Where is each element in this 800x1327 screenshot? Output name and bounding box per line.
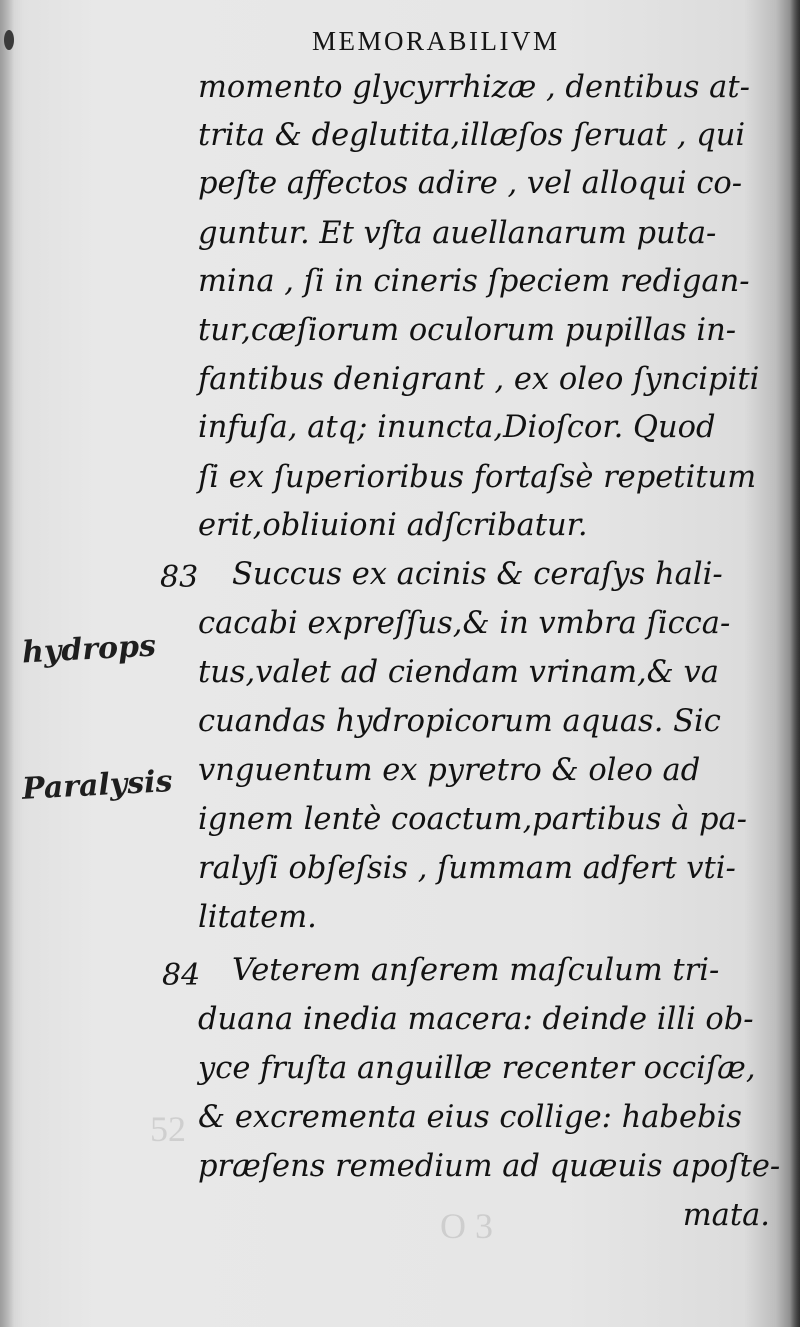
text-line: mina , ſi in cineris ſpeciem redigan- xyxy=(198,264,750,299)
page-gutter-shadow xyxy=(0,0,14,1327)
text-line: Veterem anſerem maſculum tri- xyxy=(232,953,720,988)
text-line: litatem. xyxy=(198,900,317,935)
bleed-through-mark: 52 xyxy=(150,1109,186,1149)
text-line: yce fruſta anguillæ recenter occiſæ, xyxy=(198,1051,756,1086)
text-line: duana inedia macera: deinde illi ob- xyxy=(198,1002,754,1037)
text-line: vnguentum ex pyretro & oleo ad xyxy=(198,753,701,788)
page-edge-shadow xyxy=(790,0,800,1327)
marginal-note-hydrops: hydrops xyxy=(21,628,157,671)
entry-number-83: 83 xyxy=(160,560,199,595)
text-line: guntur. Et vſta auellanarum puta- xyxy=(198,216,717,251)
marginal-note-paralysis: Paralysis xyxy=(21,764,174,807)
text-line: tus,valet ad ciendam vrinam,& va xyxy=(198,655,719,690)
text-line: erit,obliuioni adſcribatur. xyxy=(198,508,588,543)
text-line: & excrementa eius collige: habebis xyxy=(198,1100,742,1135)
text-line: ignem lentè coactum,partibus à pa- xyxy=(198,802,747,837)
text-line: momento glycyrrhizæ , dentibus at- xyxy=(198,70,750,105)
text-line: infuſa, atq; inuncta,Dioſcor. Quod xyxy=(198,410,716,445)
text-line: Succus ex acinis & ceraſys hali- xyxy=(232,557,723,592)
bleed-through-signature: O 3 xyxy=(440,1206,493,1246)
text-line: ralyſi obſeſsis , ſummam adfert vti- xyxy=(198,851,736,886)
text-line: cuandas hydropicorum aquas. Sic xyxy=(198,704,721,739)
text-line: præſens remedium ad quæuis apoſte- xyxy=(198,1149,781,1184)
text-line: peſte affectos adire , vel alloqui co- xyxy=(198,166,743,201)
entry-number-84: 84 xyxy=(162,958,201,993)
text-line: mata. xyxy=(682,1198,770,1233)
text-line: ſi ex ſuperioribus fortaſsè repetitum xyxy=(198,460,757,495)
text-line: fantibus denigrant , ex oleo ſyncipiti xyxy=(198,362,760,397)
text-line: trita & deglutita,illæſos ſeruat , qui xyxy=(198,118,746,153)
text-line: cacabi expreſſus,& in vmbra ſicca- xyxy=(198,606,731,641)
running-title: MEMORABILIVM xyxy=(312,26,560,56)
ink-blot xyxy=(4,30,14,50)
text-line: tur,cæſiorum oculorum pupillas in- xyxy=(198,313,737,348)
